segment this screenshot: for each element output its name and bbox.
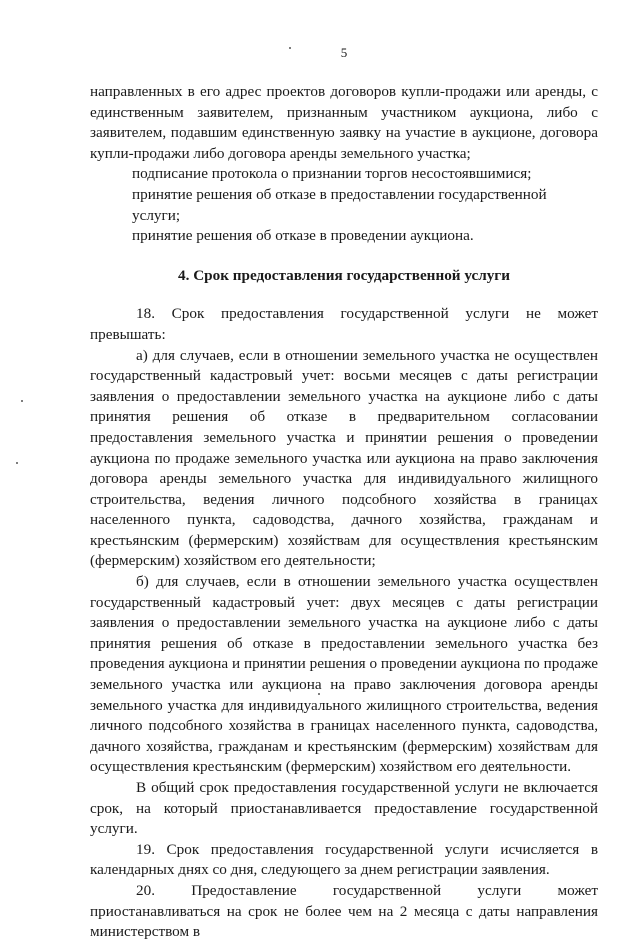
paragraph-18b: б) для случаев, если в отношении земельного участка осуществлен государственный кадастровый учет: двух месяцев с даты регистрации заявления о предоставлении земельного участка на аукционе либо с даты принятия решения об отказе в предоставлении земельного участка без проведения аукциона и принятии решения о проведении аукциона по продаже земельного участка или аукциона на право заключения договора аренды земельного участка для индивидуального жилищного строительства, ведения личного подсобного хозяйства в границах населенного пункта, садоводства, дачного хозяйства, гражданам и крестьянским (фермерским) хозяйствам для осуществления крестьянским (фермерским) хозяйством его деятельности. bbox=[90, 573, 598, 776]
scan-speck bbox=[16, 462, 18, 464]
list-item: подписание протокола о признании торгов несостоявшимися; bbox=[132, 165, 532, 183]
paragraph-20: 20. Предоставление государственной услуги может приостанавливаться на срок не более чем на 2 месяца с даты направления министерством в bbox=[90, 881, 598, 941]
section-heading: 4. Срок предоставления государственной услуги bbox=[178, 266, 510, 284]
list-item: принятие решения об отказе в проведении аукциона. bbox=[132, 227, 474, 245]
page-number: 5 bbox=[340, 45, 348, 60]
paragraph-general-term: В общий срок предоставления государственной услуги не включается срок, на который приостанавливается предоставление государственной услуги. bbox=[90, 779, 598, 838]
scan-speck bbox=[318, 693, 320, 695]
paragraph-18a: а) для случаев, если в отношении земельного участка не осуществлен государственный кадастровый учет: восьми месяцев с даты регистрации заявления о предоставлении земельного участка на аукционе либо с даты принятия решения об отказе в предварительном согласовании предоставления земельного участка и принятии решения о проведении аукциона по продаже земельного участка или аукциона на право заключения договора аренды земельного участка для индивидуального жилищного строительства, ведения личного подсобного хозяйства в границах населенного пункта, садоводства, дачного хозяйства, гражданам и крестьянским (фермерским) хозяйствам для осуществления крестьянским (фермерским) хозяйством его деятельности; bbox=[90, 346, 598, 570]
list-item: принятие решения об отказе в предоставлении государственной услуги; bbox=[132, 185, 547, 224]
continuation-paragraph: направленных в его адрес проектов договоров купли-продажи или аренды, с единственным заявителем, признанным участником аукциона, либо с заявителем, подавшим единственную заявку на участие в аукционе, договора купли-продажи либо договора аренды земельного участка; bbox=[90, 83, 598, 162]
paragraph-19: 19. Срок предоставления государственной услуги исчисляется в календарных днях со дня, следующего за днем регистрации заявления. bbox=[90, 840, 598, 879]
scan-speck bbox=[289, 47, 291, 49]
paragraph-18: 18. Срок предоставления государственной услуги не может превышать: bbox=[90, 305, 598, 343]
scan-speck bbox=[21, 400, 23, 402]
